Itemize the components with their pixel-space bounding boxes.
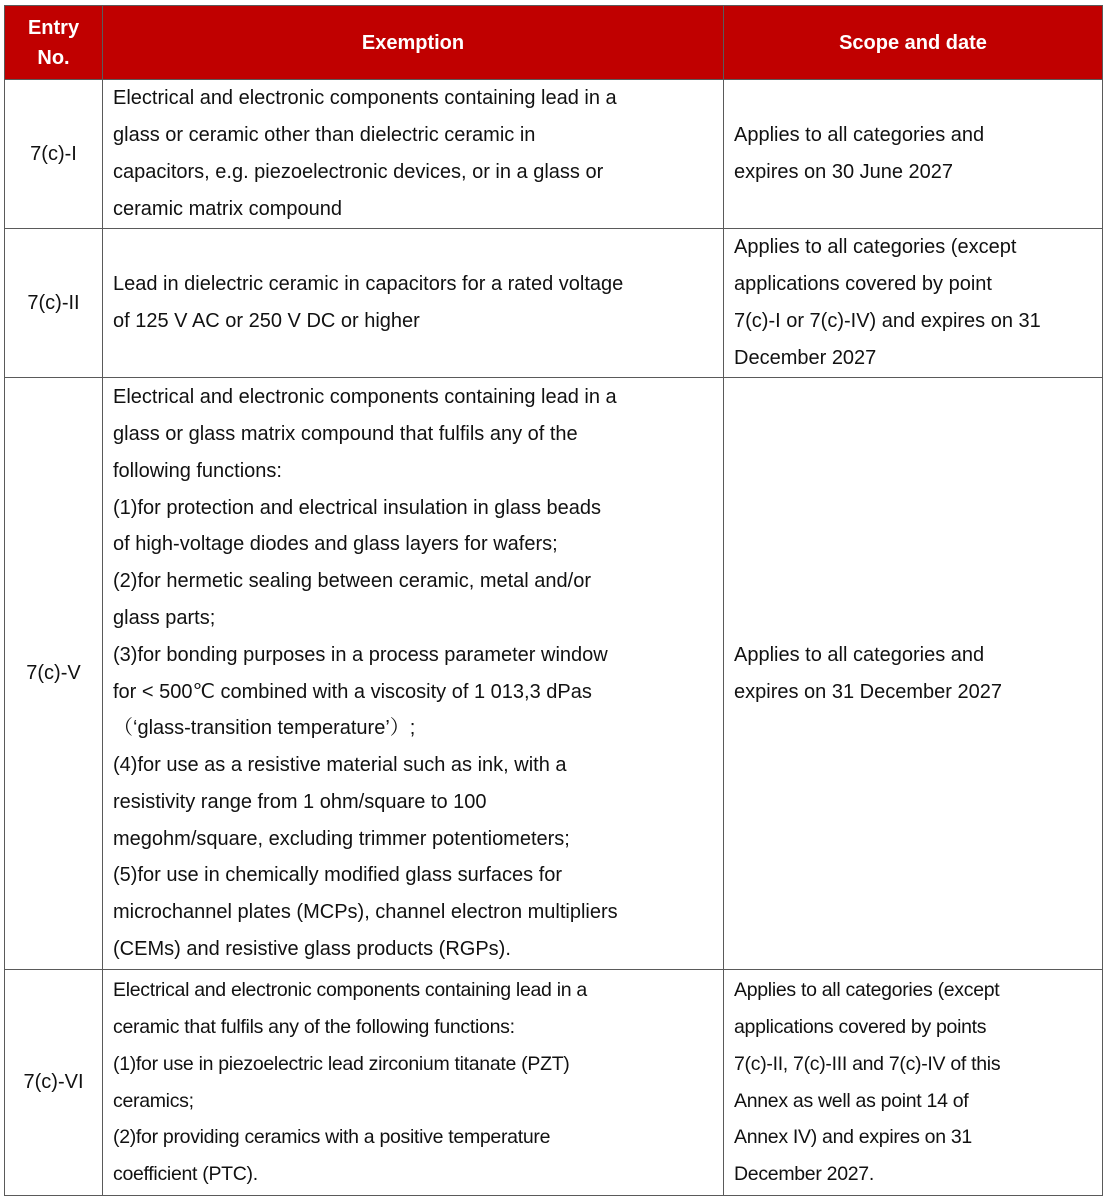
exemption-line: microchannel plates (MCPs), channel electron multipliers (113, 901, 618, 924)
exemption-line: (5)for use in chemically modified glass surfaces for (113, 864, 563, 887)
exemption-line: (4)for use as a resistive material such as ink, with a (113, 754, 567, 777)
scope-cell (724, 80, 1103, 229)
scope-line: applications covered by point (734, 273, 992, 296)
exemption-line: coefficient (PTC). (113, 1163, 258, 1186)
scope-line: 7(c)-I or 7(c)-IV) and expires on 31 (734, 310, 1041, 332)
exemption-line: glass or glass matrix compound that fulfils any of the (113, 422, 578, 445)
exemption-line: glass or ceramic other than dielectric ceramic in (113, 124, 536, 147)
header-entry-line1: Entry (27, 16, 80, 39)
header-exemption: Exemption (103, 6, 724, 80)
entry-no-cell: 7(c)-VI (5, 970, 103, 1196)
exemption-line: (2)for providing ceramics with a positive temperature (113, 1126, 551, 1149)
exemption-line: Lead in dielectric ceramic in capacitors for a rated voltage (113, 273, 624, 296)
exemption-line: (CEMs) and resistive glass products (RGPs). (113, 938, 511, 961)
exemptions-table (4, 5, 1103, 1196)
table-row (5, 378, 1103, 970)
table-header (5, 6, 1103, 80)
table-row (5, 970, 1103, 1196)
exemption-line: ceramics; (113, 1089, 194, 1112)
scope-line: expires on 31 December 2027 (734, 680, 1002, 703)
scope-line: Annex as well as point 14 of (734, 1089, 969, 1112)
table-row (5, 229, 1103, 378)
exemption-line: Electrical and electronic components containing lead in a (113, 386, 617, 409)
scope-cell (724, 970, 1103, 1196)
exemption-line: ceramic that fulfils any of the following functions: (113, 1015, 515, 1038)
exemption-cell (103, 229, 724, 378)
scope-line: 7(c)-II, 7(c)-III and 7(c)-IV of this (734, 1052, 1001, 1075)
header-entry-line2: No. (37, 46, 70, 69)
exemption-line: ceramic matrix compound (113, 197, 342, 220)
exemption-line: (1)for use in piezoelectric lead zirconium titanate (PZT) (113, 1052, 570, 1075)
scope-cell (724, 229, 1103, 378)
header-row (5, 6, 1103, 80)
table-row (5, 80, 1103, 229)
exemption-line: megohm/square, excluding trimmer potentiometers; (113, 827, 570, 850)
scope-line: December 2027. (734, 1163, 874, 1186)
scope-line: Applies to all categories and (734, 124, 985, 147)
exemption-cell (103, 970, 724, 1196)
exemption-line: Electrical and electronic components containing lead in a (113, 979, 587, 1002)
scope-line: Applies to all categories (except (734, 979, 1000, 1002)
entry-no-cell: 7(c)-I (5, 80, 103, 229)
scope-line: December 2027 (734, 346, 877, 369)
scope-line: Applies to all categories (except (734, 236, 1017, 259)
exemption-line: capacitors, e.g. piezoelectronic devices, or in a glass or (113, 161, 604, 183)
exemption-line: resistivity range from 1 ohm/square to 100 (113, 790, 487, 813)
header-scope-and-date: Scope and date (724, 6, 1103, 80)
scope-cell (724, 378, 1103, 970)
scope-line: Applies to all categories and (734, 643, 985, 666)
exemption-line: of high-voltage diodes and glass layers for wafers; (113, 533, 558, 556)
scope-line: applications covered by points (734, 1015, 987, 1038)
exemption-line: (3)for bonding purposes in a process parameter window (113, 643, 608, 666)
exemption-line: (1)for protection and electrical insulation in glass beads (113, 496, 602, 519)
entry-no-cell: 7(c)-II (5, 229, 103, 378)
header-entry-no (5, 6, 103, 80)
exemption-cell (103, 80, 724, 229)
exemption-line: glass parts; (113, 606, 216, 629)
exemption-line: (2)for hermetic sealing between ceramic, metal and/or (113, 570, 591, 593)
scope-line: Annex IV) and expires on 31 (734, 1126, 972, 1149)
exemption-line: following functions: (113, 459, 282, 482)
scope-line: expires on 30 June 2027 (734, 161, 954, 183)
entry-no-cell: 7(c)-V (5, 378, 103, 970)
exemption-cell (103, 378, 724, 970)
exemption-line: of 125 V AC or 250 V DC or higher (113, 310, 420, 332)
exemption-line: for < 500℃ combined with a viscosity of 1 013,3 dPas (113, 680, 592, 703)
exemption-line: Electrical and electronic components containing lead in a (113, 87, 617, 110)
exemption-line: （‘glass-transition temperature’）; (113, 717, 416, 740)
